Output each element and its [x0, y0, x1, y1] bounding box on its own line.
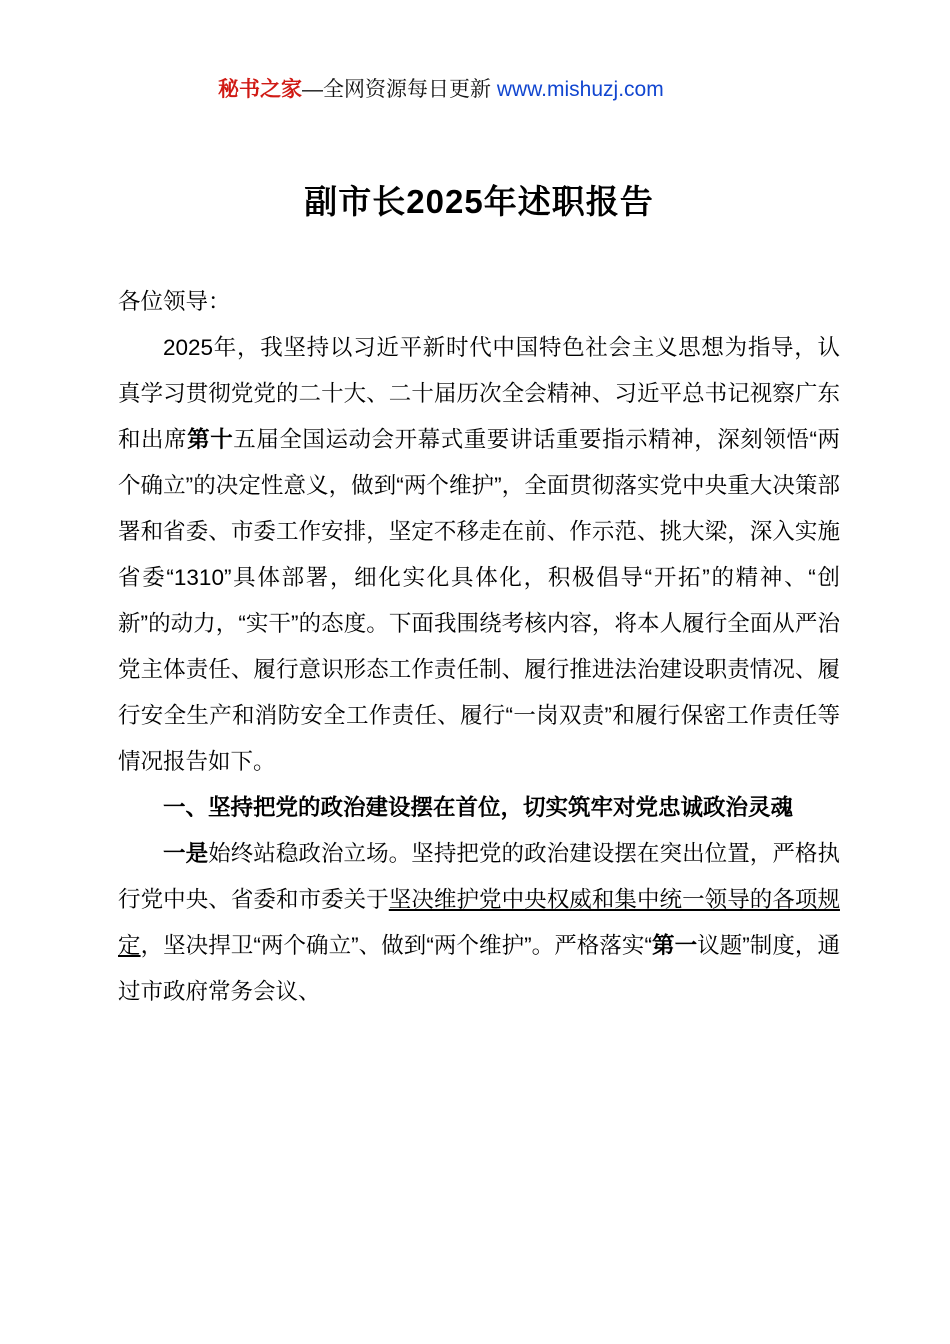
- emphasis-text: 第十: [187, 427, 234, 453]
- text-run: 五届全国运动会开幕式重要讲话重要指示精神，深刻领悟“两个确立”的决定性意义，做到“两个维护”，全面贯彻落实党中央重大决策部署和省委、市委工作安排，坚定不移走在前、作示范、挑大梁，深入实施省委“1310”具体部署，细化实化具体化，积极倡导“开拓”的精神、“创新”的动力，“实干”的态度。下面我围绕考核内容，将本人履行全面从严治党主体责任、履行意识形态工作责任制、履行推进法治建设职责情况、履行安全生产和消防安全工作责任、履行“一岗双责”和履行保密工作责任等情况报告如下。: [118, 427, 840, 775]
- underlined-text: 坚决维护党中央权威和集中统一领导的各项规定: [118, 887, 840, 959]
- page-title: 副市长2025年述职报告: [304, 183, 654, 221]
- body-paragraph: [118, 831, 840, 1015]
- document-body: [118, 279, 840, 1015]
- text-run: 2025年，我坚持以习近平新时代中国特色社会主义思想为指导，认真学习贯彻党党的二十大、二十届历次全会精神、习近平总书记视察广东和出席: [118, 335, 840, 453]
- text-run: 始终站稳政治立场。坚持把党的政治建设摆在突出位置，严格执行党中央、省委和市委关于: [118, 841, 840, 913]
- watermark-text: —全网资源每日更新: [302, 78, 497, 101]
- emphasis-text: 一是: [163, 841, 209, 867]
- site-watermark: [218, 75, 840, 104]
- emphasis-text: 一、坚持把党的政治建设摆在首位，切实筑牢对党忠诚政治灵魂: [163, 795, 794, 821]
- text-run: 议题”制度，通过市政府常务会议、: [118, 933, 840, 1005]
- watermark-brand: 秘书之家: [218, 78, 302, 101]
- salutation: 各位领导：: [118, 289, 231, 315]
- body-paragraph: [118, 785, 840, 831]
- text-run: ，坚决捍卫“两个确立”、做到“两个维护”。严格落实“: [140, 933, 652, 959]
- paragraph-list: [118, 325, 840, 1015]
- watermark-url[interactable]: www.mishuzj.com: [496, 78, 664, 101]
- emphasis-text: 第一: [651, 933, 698, 959]
- body-paragraph: [118, 325, 840, 785]
